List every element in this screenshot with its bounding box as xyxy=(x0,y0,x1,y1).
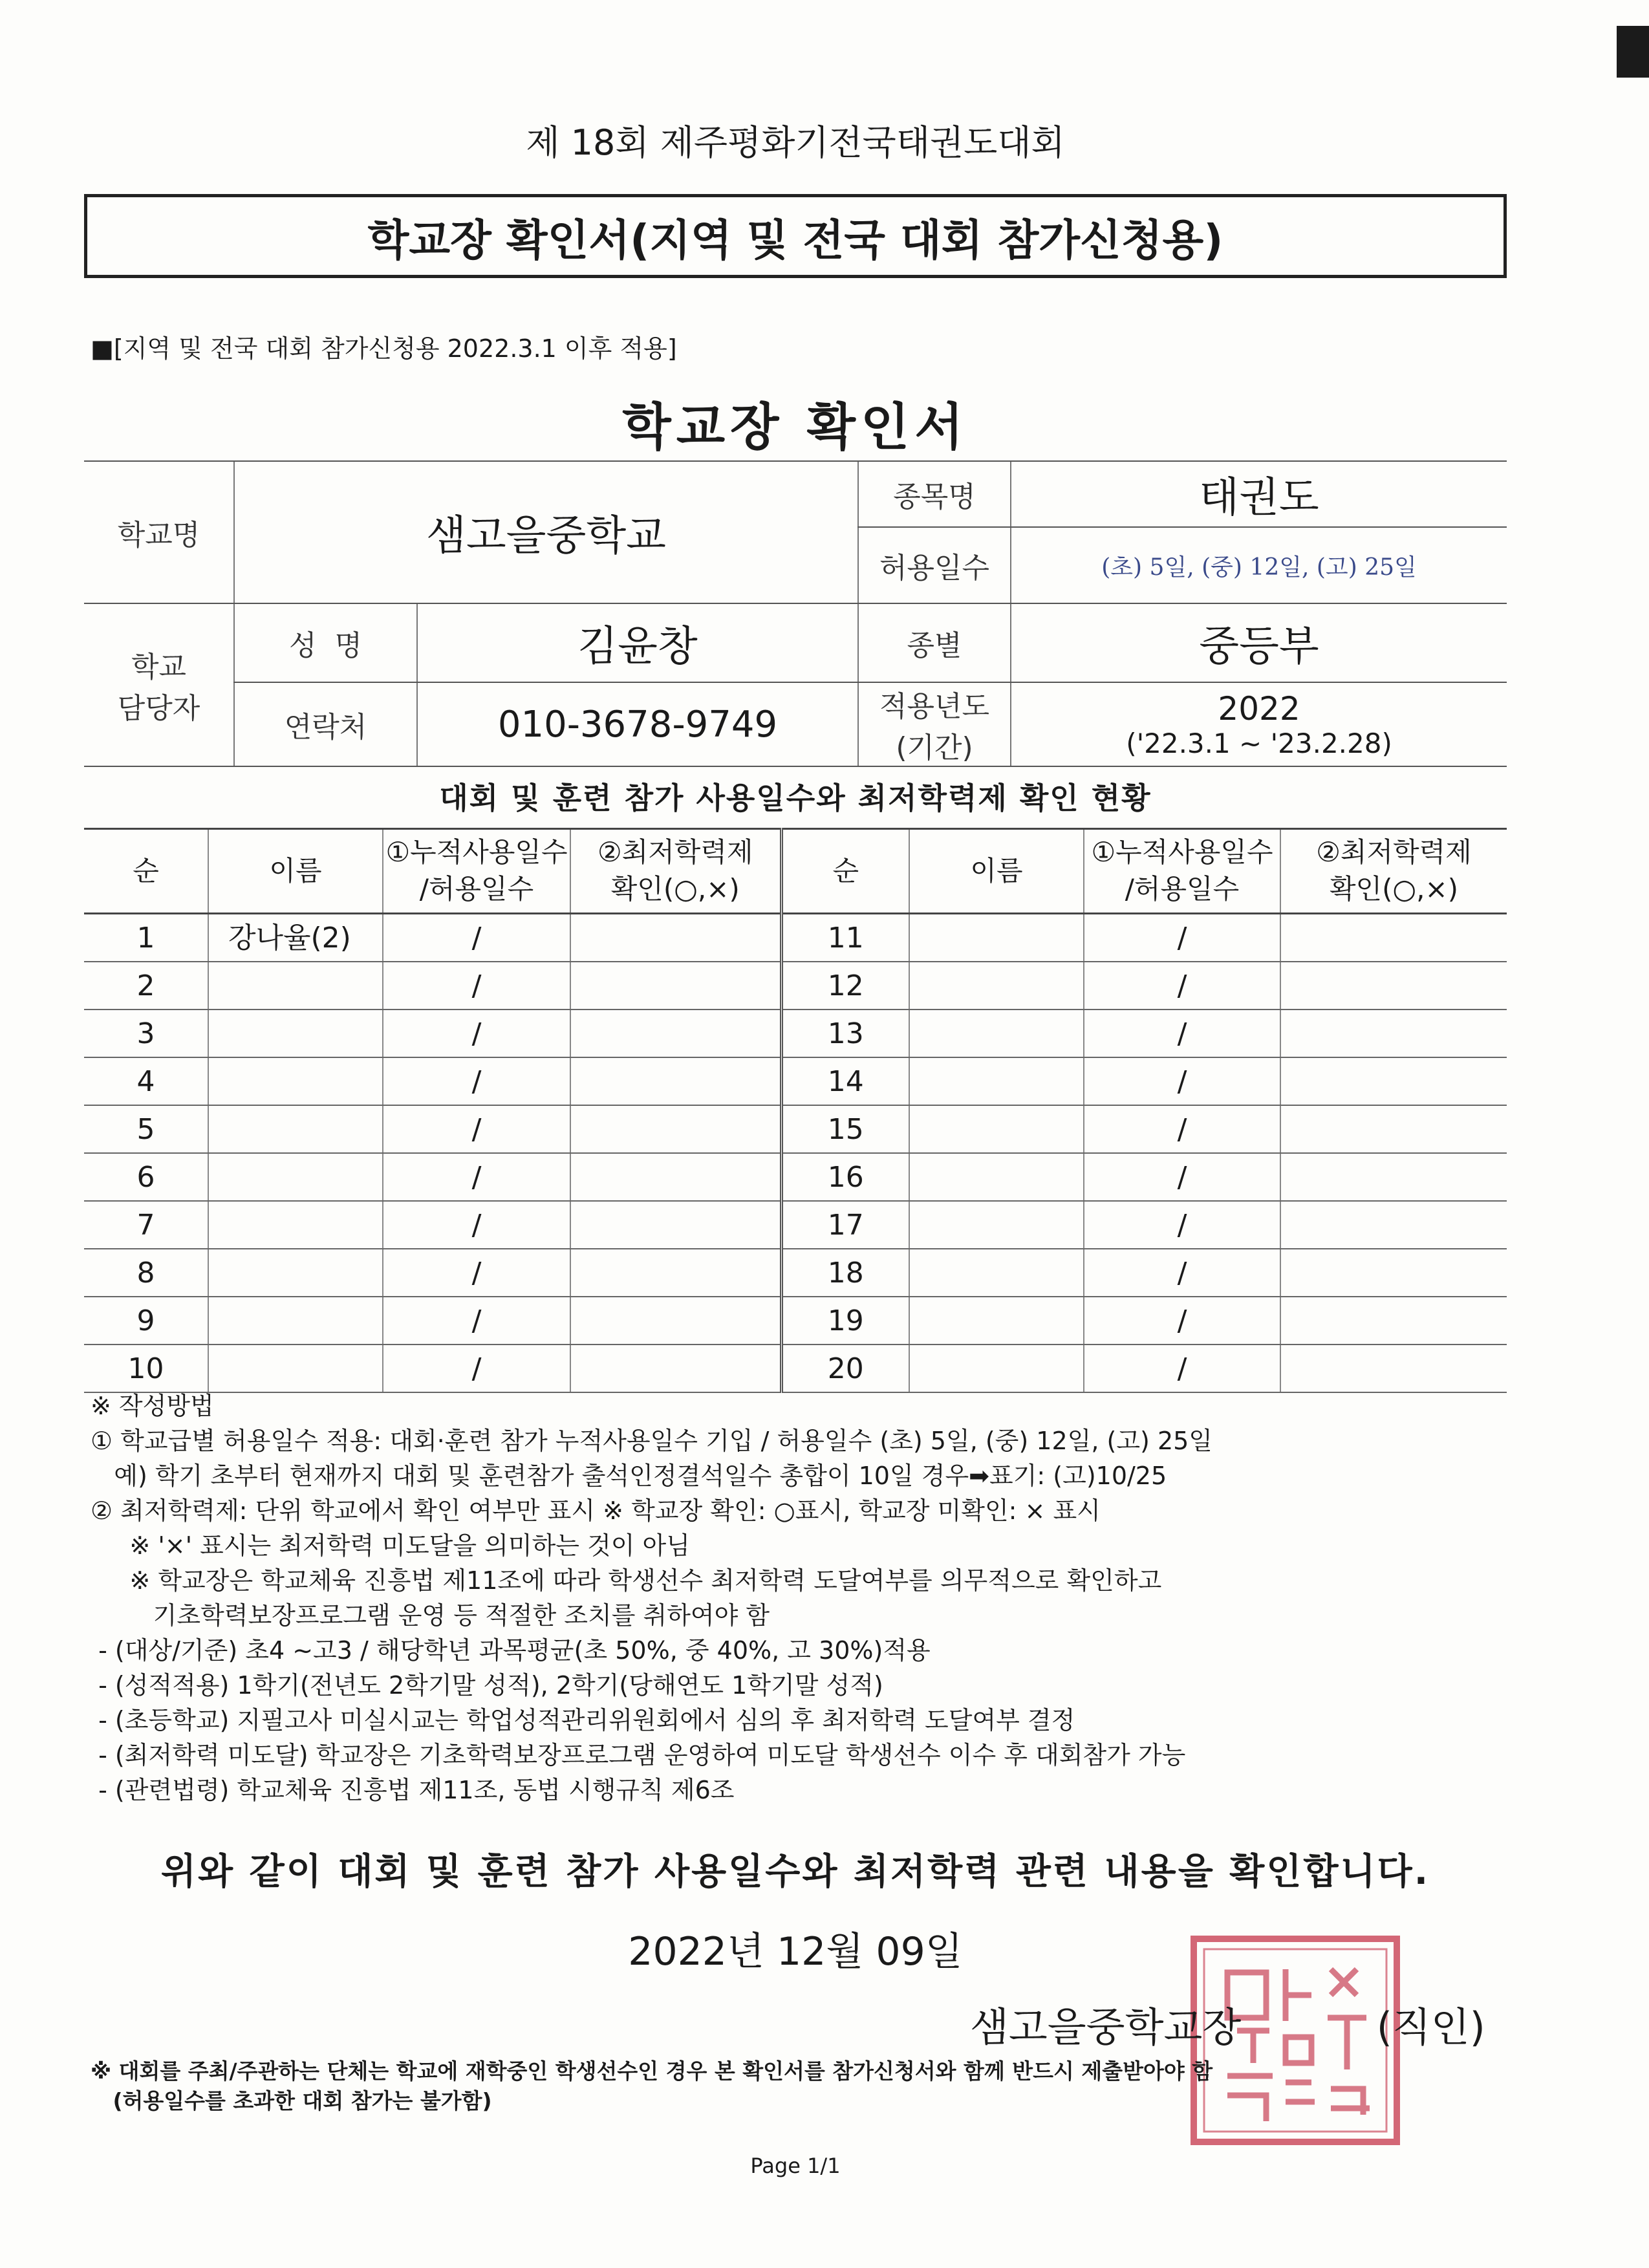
row-no: 6 xyxy=(84,1153,208,1201)
row-min xyxy=(570,1297,781,1345)
col-days-line-1: ①누적사용일수 xyxy=(385,836,568,869)
row-no: 2 xyxy=(84,962,208,1010)
row-name xyxy=(208,1345,383,1392)
row-days: / xyxy=(1084,914,1280,962)
col-min-line-2: 확인(○,×) xyxy=(1329,873,1459,905)
note-line: 예) 학기 초부터 현재까지 대회 및 훈련참가 출석인정결석일수 총합이 10일 경우➡표기: (고)10/25 xyxy=(91,1462,1167,1490)
col-min-line-2: 확인(○,×) xyxy=(610,873,740,905)
year-cell xyxy=(1011,682,1507,766)
note-line: ※ '×' 표시는 최저학력 미도달을 의미하는 것이 아님 xyxy=(91,1531,690,1560)
row-name xyxy=(909,1201,1084,1249)
row-days: / xyxy=(383,1297,570,1345)
row-no: 9 xyxy=(84,1297,208,1345)
issue-date: 2022년 12월 09일 xyxy=(628,1929,963,1974)
table-row xyxy=(84,1297,1507,1345)
row-no: 10 xyxy=(84,1345,208,1392)
note-line: ① 학교급별 허용일수 적용: 대회·훈련 참가 누적사용일수 기입 / 허용일수 (초) 5일, (중) 12일, (고) 25일 xyxy=(91,1427,1213,1455)
row-days: / xyxy=(383,1010,570,1057)
manager-label-line-1: 학교 xyxy=(131,651,186,684)
category-label: 종별 xyxy=(858,603,1011,682)
row-days: / xyxy=(1084,1345,1280,1392)
row-name xyxy=(208,1105,383,1153)
note-line: 기초학력보장프로그램 운영 등 적절한 조치를 취하여야 함 xyxy=(91,1601,770,1630)
row-no: 4 xyxy=(84,1057,208,1105)
note-line: - (최저학력 미도달) 학교장은 기초학력보장프로그램 운영하여 미도달 학생선수 이수 후 대회참가 가능 xyxy=(91,1741,1186,1769)
seal-note: (직인) xyxy=(1376,2003,1485,2051)
row-min xyxy=(570,1153,781,1201)
note-line: - (관련법령) 학교체육 진흥법 제11조, 동법 시행규칙 제6조 xyxy=(91,1776,735,1804)
signature-line xyxy=(970,1995,1485,2053)
row-min xyxy=(570,1345,781,1392)
row-name xyxy=(208,962,383,1010)
note-line: - (성적적용) 1학기(전년도 2학기말 성적), 2학기(당해연도 1학기말 성적) xyxy=(91,1671,883,1700)
row-min xyxy=(1280,914,1507,962)
col-min-left xyxy=(570,829,781,914)
row-name xyxy=(909,1057,1084,1105)
row-no: 19 xyxy=(781,1297,909,1345)
period-value: ('22.3.1 ~ '23.2.28) xyxy=(1126,727,1392,759)
table-row xyxy=(84,1010,1507,1057)
status-heading: 대회 및 훈련 참가 사용일수와 최저학력제 확인 현황 xyxy=(439,781,1152,815)
row-days: / xyxy=(1084,1057,1280,1105)
row-min xyxy=(570,1057,781,1105)
col-min-line-1: ②최저학력제 xyxy=(597,836,753,869)
row-days: / xyxy=(383,914,570,962)
row-min xyxy=(570,1249,781,1297)
row-min xyxy=(1280,1345,1507,1392)
main-title: 학교장 확인서 xyxy=(622,398,969,457)
row-name xyxy=(208,1297,383,1345)
row-name xyxy=(208,1057,383,1105)
note-line: ※ 학교장은 학교체육 진흥법 제11조에 따라 학생선수 최저학력 도달여부를 의무적으로 확인하고 xyxy=(91,1566,1162,1595)
allowed-days-value: (초) 5일, (중) 12일, (고) 25일 xyxy=(1011,527,1507,603)
school-name: 샘고을중학교 xyxy=(234,461,858,603)
scan-edge-mark xyxy=(1617,26,1649,78)
year-label xyxy=(858,682,1011,766)
row-name xyxy=(909,1105,1084,1153)
row-name xyxy=(909,962,1084,1010)
note-line: - (대상/기준) 초4 ~고3 / 해당학년 과목평균(초 50%, 중 40%, 고 30%)적용 xyxy=(91,1636,931,1665)
row-days: / xyxy=(383,1105,570,1153)
row-min xyxy=(570,962,781,1010)
event-title: 제 18회 제주평화기전국태권도대회 xyxy=(526,122,1065,163)
row-name xyxy=(909,1297,1084,1345)
col-name-right: 이름 xyxy=(909,829,1084,914)
principal-signature: 샘고을중학교장 xyxy=(970,2003,1242,2051)
row-days: / xyxy=(383,1201,570,1249)
year-label-line-2: (기간) xyxy=(896,731,973,764)
col-min-right xyxy=(1280,829,1507,914)
col-no-right: 순 xyxy=(781,829,909,914)
row-no: 11 xyxy=(781,914,909,962)
apply-note: ■[지역 및 전국 대회 참가신청용 2022.3.1 이후 적용] xyxy=(91,334,677,363)
col-days-line-1: ①누적사용일수 xyxy=(1091,836,1273,869)
row-no: 17 xyxy=(781,1201,909,1249)
footnote xyxy=(91,2057,1212,2116)
row-name xyxy=(909,1010,1084,1057)
table-row xyxy=(84,914,1507,962)
row-no: 7 xyxy=(84,1201,208,1249)
col-name-left: 이름 xyxy=(208,829,383,914)
row-days: / xyxy=(1084,1201,1280,1249)
row-min xyxy=(570,1010,781,1057)
row-no: 15 xyxy=(781,1105,909,1153)
row-no: 12 xyxy=(781,962,909,1010)
row-days: / xyxy=(1084,1010,1280,1057)
table-row xyxy=(84,1201,1507,1249)
row-days: / xyxy=(1084,1153,1280,1201)
row-name xyxy=(208,1249,383,1297)
table-row xyxy=(84,1153,1507,1201)
row-name xyxy=(208,1010,383,1057)
row-min xyxy=(1280,1010,1507,1057)
manager-label-line-2: 담당자 xyxy=(117,692,200,725)
row-name xyxy=(208,1153,383,1201)
row-no: 14 xyxy=(781,1057,909,1105)
row-min xyxy=(1280,962,1507,1010)
col-days-line-2: /허용일수 xyxy=(1125,873,1240,905)
row-min xyxy=(570,1201,781,1249)
row-min xyxy=(1280,1249,1507,1297)
notes-heading: ※ 작성방법 xyxy=(91,1392,214,1420)
col-days-line-2: /허용일수 xyxy=(419,873,534,905)
footnote-line-2: (허용일수를 초과한 대회 참가는 불가함) xyxy=(91,2088,492,2114)
manager-label xyxy=(84,603,234,766)
table-row xyxy=(84,1057,1507,1105)
school-label: 학교명 xyxy=(84,461,234,603)
row-name xyxy=(909,1249,1084,1297)
table-row xyxy=(84,962,1507,1010)
row-no: 16 xyxy=(781,1153,909,1201)
table-row xyxy=(84,1249,1507,1297)
row-name xyxy=(208,1201,383,1249)
confirm-statement: 위와 같이 대회 및 훈련 참가 사용일수와 최저학력 관련 내용을 확인합니다. xyxy=(160,1851,1430,1893)
allowed-days-label: 허용일수 xyxy=(858,527,1011,603)
row-days: / xyxy=(383,1153,570,1201)
category-value: 중등부 xyxy=(1011,603,1507,682)
row-min xyxy=(1280,1201,1507,1249)
col-days-left xyxy=(383,829,570,914)
row-no: 13 xyxy=(781,1010,909,1057)
row-days: / xyxy=(1084,1105,1280,1153)
row-name: 강나율(2) xyxy=(208,914,383,962)
contact-label: 연락처 xyxy=(234,682,417,766)
row-min xyxy=(1280,1057,1507,1105)
note-line: ② 최저학력제: 단위 학교에서 확인 여부만 표시 ※ 학교장 확인: ○표시, 학교장 미확인: × 표시 xyxy=(91,1496,1101,1525)
row-days: / xyxy=(1084,1297,1280,1345)
row-min xyxy=(1280,1153,1507,1201)
info-table xyxy=(84,460,1507,767)
col-min-line-1: ②최저학력제 xyxy=(1316,836,1472,869)
row-min xyxy=(1280,1297,1507,1345)
row-days: / xyxy=(383,1249,570,1297)
manager-name: 김윤창 xyxy=(417,603,858,682)
footnote-line-1: ※ 대회를 주최/주관하는 단체는 학교에 재학중인 학생선수인 경우 본 확인서를 참가신청서와 함께 반드시 제출받아야 함 xyxy=(91,2058,1213,2084)
table-row xyxy=(84,1105,1507,1153)
roster-table xyxy=(84,828,1507,1393)
contact-value: 010-3678-9749 xyxy=(417,682,858,766)
row-name xyxy=(909,914,1084,962)
row-no: 8 xyxy=(84,1249,208,1297)
col-days-right xyxy=(1084,829,1280,914)
sport-name: 태권도 xyxy=(1011,461,1507,527)
row-no: 20 xyxy=(781,1345,909,1392)
row-min xyxy=(570,914,781,962)
table-row xyxy=(84,1345,1507,1392)
year-label-line-1: 적용년도 xyxy=(879,690,990,723)
row-min xyxy=(1280,1105,1507,1153)
document-title: 학교장 확인서(지역 및 전국 대회 참가신청용) xyxy=(367,215,1223,265)
row-days: / xyxy=(1084,1249,1280,1297)
row-days: / xyxy=(383,1057,570,1105)
row-days: / xyxy=(1084,962,1280,1010)
row-name xyxy=(909,1345,1084,1392)
row-days: / xyxy=(383,1345,570,1392)
page-number: Page 1/1 xyxy=(750,2154,841,2178)
row-no: 18 xyxy=(781,1249,909,1297)
row-min xyxy=(570,1105,781,1153)
year-value: 2022 xyxy=(1218,689,1300,728)
name-label: 성 명 xyxy=(234,603,417,682)
row-no: 5 xyxy=(84,1105,208,1153)
row-no: 1 xyxy=(84,914,208,962)
row-no: 3 xyxy=(84,1010,208,1057)
row-days: / xyxy=(383,962,570,1010)
col-no-left: 순 xyxy=(84,829,208,914)
note-line: - (초등학교) 지필고사 미실시교는 학업성적관리위원회에서 심의 후 최저학력 도달여부 결정 xyxy=(91,1706,1075,1734)
document-title-box xyxy=(84,194,1507,278)
sport-label: 종목명 xyxy=(858,461,1011,527)
row-name xyxy=(909,1153,1084,1201)
